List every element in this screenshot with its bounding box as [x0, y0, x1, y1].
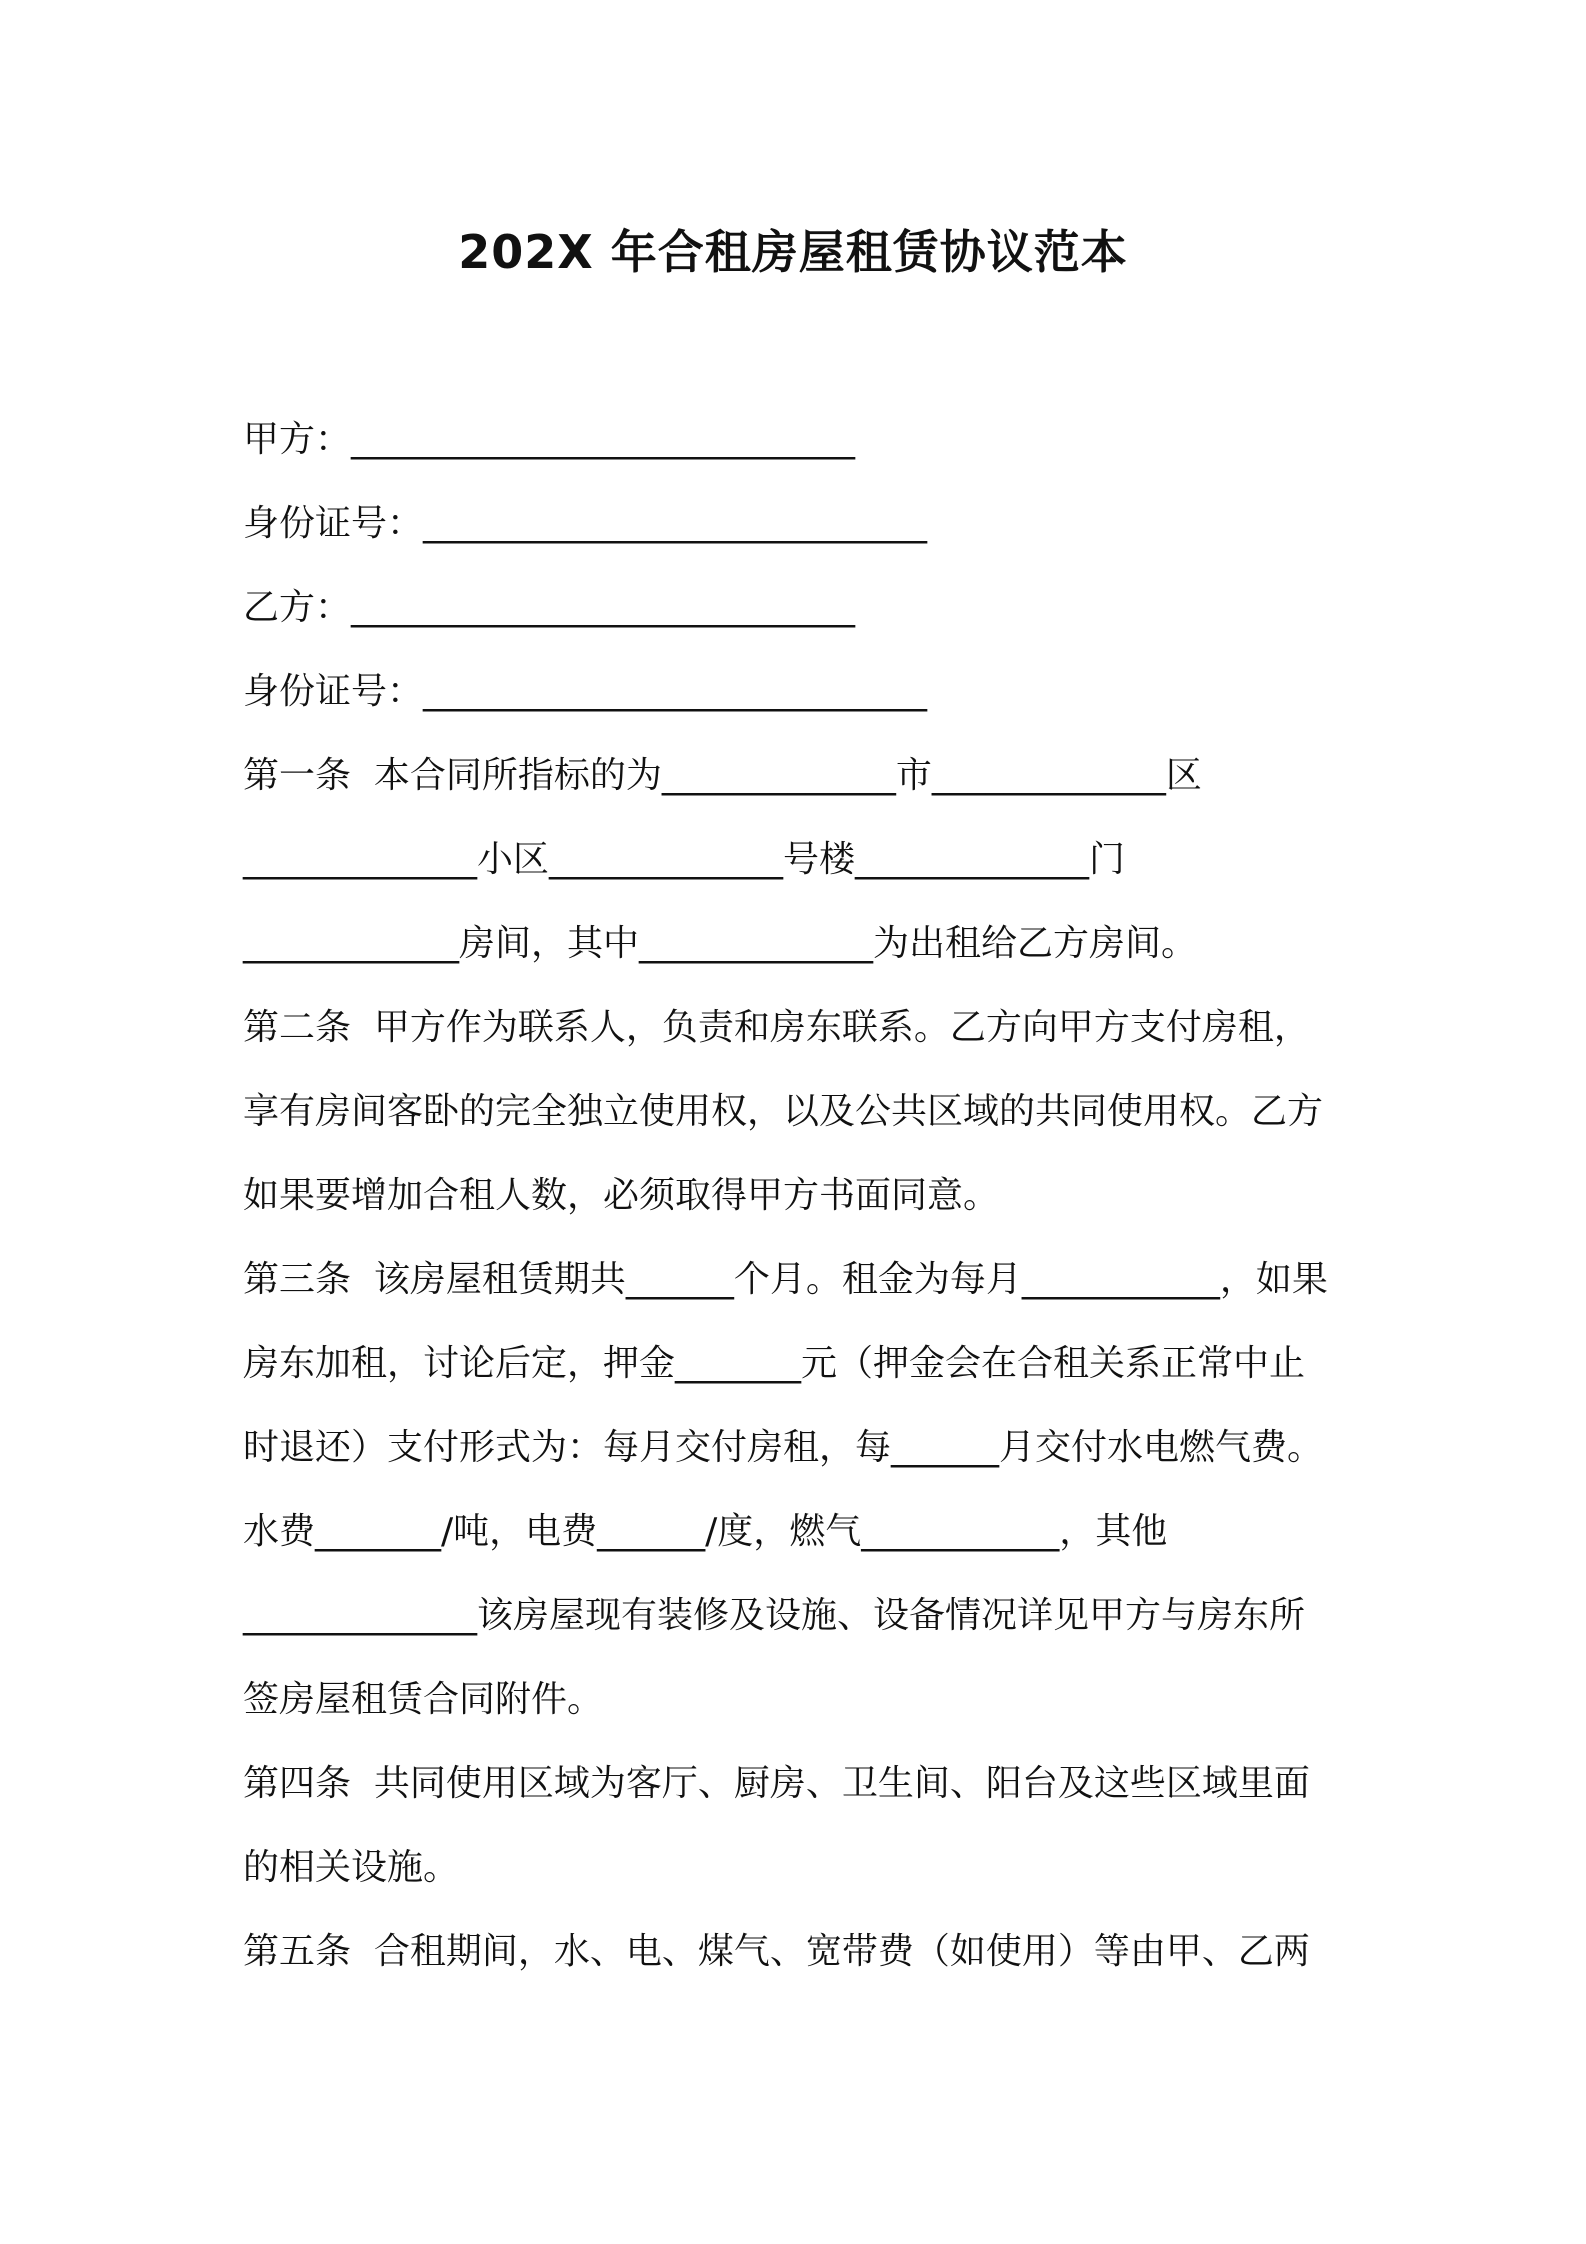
article-3-line-2: 房东加租，讨论后定，押金_______元（押金会在合租关系正常中止	[243, 1343, 1306, 1384]
party-a-id-line: 身份证号：____________________________	[243, 503, 928, 544]
article-3-line-1: 第三条 该房屋租赁期共______个月。租金为每月___________，如果	[243, 1259, 1328, 1300]
article-3-line-6: 签房屋租赁合同附件。	[243, 1679, 604, 1720]
article-4-line-2: 的相关设施。	[243, 1847, 460, 1888]
article-1-line-1: 第一条 本合同所指标的为_____________市_____________区	[243, 755, 1202, 796]
party-b-id-line: 身份证号：____________________________	[243, 671, 928, 712]
article-2-line-2: 享有房间客卧的完全独立使用权，以及公共区域的共同使用权。乙方	[243, 1091, 1324, 1132]
article-4-line-1: 第四条 共同使用区域为客厅、厨房、卫生间、阳台及这些区域里面	[243, 1763, 1310, 1804]
article-3-line-3: 时退还）支付形式为：每月交付房租，每______月交付水电燃气费。	[243, 1427, 1324, 1468]
article-5-line-1: 第五条 合租期间，水、电、煤气、宽带费（如使用）等由甲、乙两	[243, 1931, 1310, 1972]
article-1-line-2: _____________小区_____________号楼_____________门	[243, 839, 1125, 880]
document-title: 202X 年合租房屋租赁协议范本	[458, 225, 1128, 279]
article-3-line-5: _____________该房屋现有装修及设施、设备情况详见甲方与房东所	[243, 1595, 1306, 1636]
article-2-line-1: 第二条 甲方作为联系人，负责和房东联系。乙方向甲方支付房租，	[243, 1007, 1310, 1048]
party-a-line: 甲方：____________________________	[243, 419, 856, 460]
party-b-line: 乙方：____________________________	[243, 587, 856, 628]
article-1-line-3: ____________房间，其中_____________为出租给乙方房间。	[243, 923, 1198, 964]
article-3-line-4: 水费_______/吨，电费______/度，燃气___________，其他	[243, 1511, 1168, 1552]
article-2-line-3: 如果要增加合租人数，必须取得甲方书面同意。	[243, 1175, 1000, 1216]
